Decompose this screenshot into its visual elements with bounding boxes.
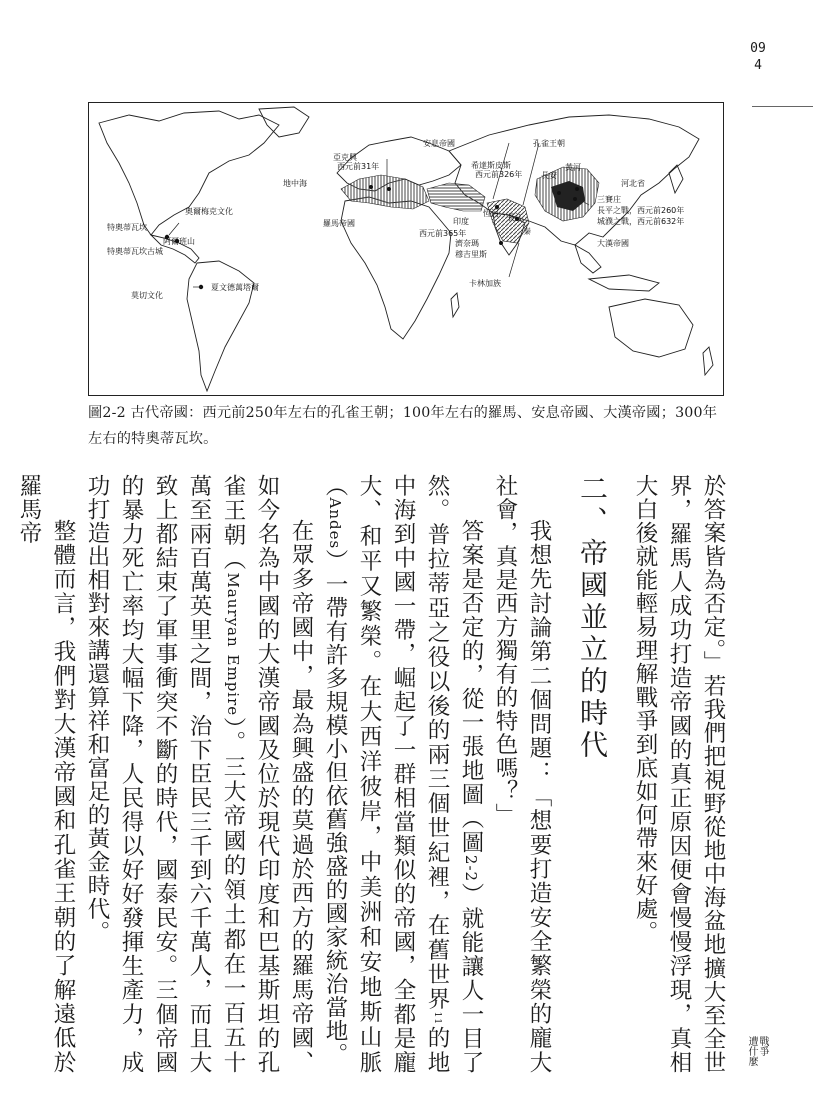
map-label-hydaspes: 希達斯皮斯 — [471, 161, 511, 170]
map-label-actium-year: 西元前31年 — [337, 162, 380, 171]
map-label-ganges: 恆河 — [483, 209, 499, 218]
site-actium — [387, 187, 391, 191]
map-label-monte-alban: 阿爾班山 — [163, 237, 195, 246]
map-label-han-empire: 大漢帝國 — [597, 239, 629, 248]
paragraph-2: 我想先討論第二個問題：「想要打造安全繁榮的龐大社會，真是西方獨有的特色嗎？」 — [492, 474, 552, 1074]
map-label-qin: 秦 — [523, 227, 531, 236]
map-label-chengpu: 城濮之戰，西元前632年 — [597, 217, 685, 226]
figure-caption: 圖2-2 古代帝國：西元前250年左右的孔雀王朝；100年左右的羅馬、安息帝國、大漢帝國；300年左右的特奧蒂瓦坎。 — [88, 405, 718, 447]
map-label-teotihuacan: 特奧蒂瓦坎 — [107, 223, 147, 232]
map-label-muziris: 穆吉里斯 — [455, 250, 487, 259]
map-label-hebei: 河北省 — [621, 179, 645, 188]
map-label-yangtze: 長江 — [507, 213, 523, 222]
map-label-changping: 長平之戰，西元前260年 — [597, 206, 685, 215]
southeast-asia-outline — [575, 245, 601, 273]
islands-outline — [589, 275, 659, 291]
map-label-mochica: 莫切文化 — [131, 291, 163, 300]
world-map-svg — [89, 103, 725, 397]
paragraph-3-part-a: 答案是否定的，從一張地圖（圖 — [458, 519, 484, 855]
paragraph-3-part-b: ）就能讓人一目了然。普拉蒂亞之役以後的兩三個世紀裡，在舊世界 — [424, 474, 484, 1075]
site-rome — [369, 185, 373, 189]
map-label-kalinga: 卡林加族 — [469, 279, 501, 288]
map-label-teotihuacan-city: 特奧蒂瓦坎古城 — [107, 247, 163, 256]
map-label-india: 印度 — [453, 217, 469, 226]
map-label-hydaspes-year: 西元前326年 — [475, 170, 523, 179]
running-head — [744, 1036, 768, 1066]
site-changping — [575, 187, 579, 191]
paragraph-5: 整體而言，我們對大漢帝國和孔雀王朝的了解遠低於羅馬帝 — [16, 474, 76, 1074]
vertical-body-text — [16, 474, 730, 1075]
parthian-empire-region — [427, 183, 485, 211]
map-label-changan: 長安 — [541, 171, 557, 180]
new-zealand-outline — [703, 347, 713, 375]
paragraph-3-part-c: 的地中海到中國一帶，崛起了一群相當類似的帝國，全都是龐大、和平又繁榮。在大西洋彼岸，中美洲和安地斯山脈（ — [322, 474, 450, 1075]
map-label-tanjore: 濟奈瑪 — [455, 239, 479, 248]
site-changan — [557, 191, 561, 195]
paragraph-1: 於答案皆為否定。」若我們把視野從地中海盆地擴大至全世界，羅馬人成功打造帝國的真正原因便會慢慢浮現，真相大白後就能輕易理解戰爭到底如何帶來好處。 — [632, 474, 726, 1074]
andes-term: Andes — [326, 497, 344, 550]
roman-empire-region — [341, 175, 429, 209]
africa-outline — [341, 197, 451, 339]
south-america-outline — [187, 261, 254, 391]
madagascar-outline — [451, 293, 459, 317]
paragraph-4-part-a: 在眾多帝國中，最為興盛的莫過於西方的羅馬帝國、如今名為中國的大漢帝國及位於現代印度和巴基斯坦的孔雀王朝（ — [220, 474, 314, 1074]
footnote-marker: 11 — [432, 1011, 442, 1026]
map-label-olmec: 奧爾梅克文化 — [185, 207, 233, 216]
japan-outline — [669, 165, 683, 193]
map-label-sanxia: 三賽庄 — [597, 195, 621, 204]
section-heading: 二、帝國並立的時代 — [576, 474, 609, 762]
page-number: 094 — [750, 41, 766, 73]
map-label-maurya: 孔雀王朝 — [533, 139, 565, 148]
north-america-outline — [99, 111, 279, 235]
map-label-chavin: 夏文德萬塔爾 — [211, 283, 259, 292]
site-chengpu — [573, 197, 577, 201]
running-head-line-1: 戰爭 — [757, 1036, 768, 1056]
paragraph-4-part-b: ）。三大帝國的領土都在一百五十萬至兩百萬英里之間，治下臣民三千到六千萬人，而且大致上都結束了軍事衝突不斷的時代，國泰民安。三個帝國的暴力死亡率均大幅下降，人民得以好好發揮生產力，成功打造出相對來講還算祥和富足的黃金時代。 — [84, 474, 246, 1075]
map-label-anxi: 安息帝國 — [423, 139, 455, 148]
maurya-term: Mauryan Empire — [224, 572, 242, 717]
paragraph-3-part-d: ）一帶有許多規模小但依舊強盛的國家統治當地。 — [322, 549, 348, 1067]
map-label-mediterranean: 地中海 — [283, 179, 307, 188]
greenland-outline — [259, 107, 309, 137]
paragraph-3 — [318, 474, 488, 1074]
running-head-line-2: 遭什麼 — [746, 1036, 757, 1066]
map-label-actium: 亞克興 — [333, 153, 357, 162]
header-rule — [752, 106, 813, 107]
site-muziris — [499, 241, 503, 245]
world-map-figure — [88, 102, 724, 396]
map-label-india-year: 西元前365年 — [419, 229, 467, 238]
map-label-huanghe: 黃河 — [565, 163, 581, 172]
australia-outline — [609, 299, 693, 357]
figure-reference: 2-2 — [462, 854, 480, 883]
map-label-roman-empire: 羅馬帝國 — [323, 219, 355, 228]
paragraph-4 — [80, 474, 318, 1074]
